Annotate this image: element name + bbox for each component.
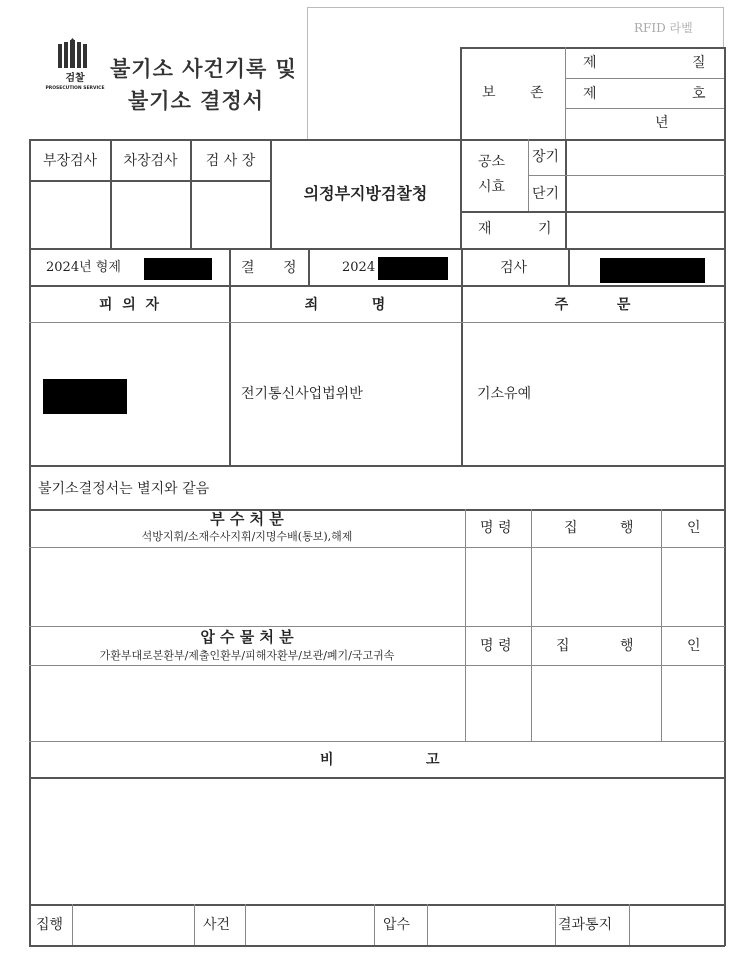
prosecution-pillars-icon [45,38,105,70]
preservation-volume-right: 질 [692,55,706,71]
decision-number-prefix: 2024 [342,260,376,275]
suspect-name-redacted [43,379,127,414]
ancillary-seal-header: 인 [687,520,701,536]
approval-deputy-chief: 차장검사 [123,153,178,169]
seized-exec-right: 행 [620,638,634,654]
case-number-redacted [144,258,212,280]
column-charge: 죄 명 [304,297,386,313]
logo-english: PROSECUTION SERVICE [45,86,105,91]
ancillary-title: 부 수 처 분 [210,510,284,528]
ancillary-order-header: 명 령 [480,520,512,536]
case-number-prefix: 2024년 형제 [46,260,121,275]
logo-korean: 검찰 [65,73,85,84]
preservation-year: 년 [655,115,669,131]
prosecutor-label: 검사 [500,260,528,276]
ancillary-subtitle: 석방지휘/소재수사지휘/지명수배(통보),해제 [141,530,353,543]
rfid-label: RFID 라벨 [634,21,693,35]
column-disposition: 주 문 [554,297,631,313]
seized-title: 압 수 물 처 분 [200,628,294,646]
ancillary-exec-right: 행 [620,520,634,536]
statute-long-term: 장기 [532,149,560,165]
seized-order-header: 명 령 [480,638,512,654]
statute-label-line1: 공소 [478,154,506,170]
statute-short-term: 단기 [532,186,560,202]
seized-seal-header: 인 [687,638,701,654]
preservation-label-left: 보 [482,85,496,101]
remarks-right: 고 [426,752,440,768]
document-title-line1: 불기소 사건기록 및 [110,56,297,81]
approval-chief-prosecutor: 검 사 장 [205,153,256,169]
seized-exec-left: 집 [556,638,570,654]
decision-label-right: 정 [283,260,297,276]
ancillary-exec-left: 집 [564,520,578,536]
charge-value: 전기통신사업법위반 [241,386,363,402]
preservation-number-left: 제 [583,86,597,102]
disposition-value: 기소유예 [477,386,532,402]
document-title-line2: 불기소 결정서 [128,88,265,113]
approval-department-head: 부장검사 [42,153,98,169]
prosecution-logo [45,38,105,98]
prosecutors-office-name: 의정부지방검찰청 [303,184,428,203]
statute-label-line2: 시효 [478,179,506,195]
footer-result-notice-label: 결과통지 [558,917,613,933]
remarks-left: 비 [320,752,334,768]
prosecutor-name-redacted [600,258,705,283]
footer-execution-label: 집행 [36,917,64,933]
preservation-number-right: 호 [692,86,706,102]
decision-note: 불기소결정서는 별지와 같음 [38,481,210,497]
reactivation-label-left: 재 [478,221,492,237]
footer-case-label: 사건 [203,917,231,933]
footer-seizure-label: 압수 [383,917,411,933]
preservation-volume-left: 제 [583,55,597,71]
column-suspect: 피 의 자 [98,297,160,313]
seized-subtitle: 가환부대로본환부/제출인환부/피해자환부/보관/폐기/국고귀속 [99,649,395,662]
reactivation-label-right: 기 [538,221,552,237]
preservation-label-right: 존 [530,85,544,101]
decision-label-left: 결 [241,260,255,276]
decision-number-redacted [378,257,448,280]
